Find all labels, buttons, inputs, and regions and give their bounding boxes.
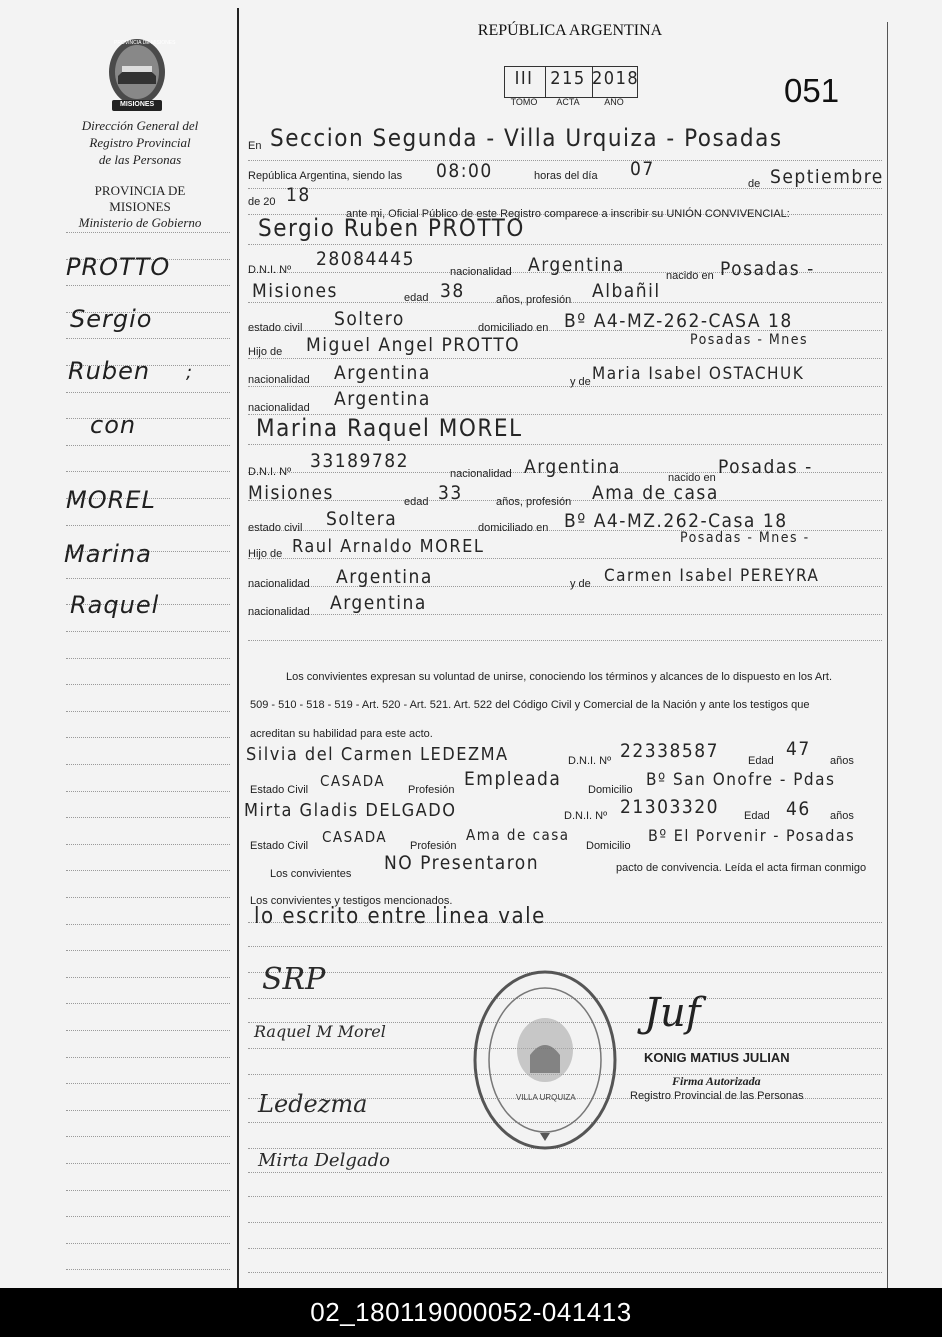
page-number: 051 xyxy=(784,72,840,109)
left-ruled-line xyxy=(66,392,230,393)
witness2-profession: Ama de casa xyxy=(466,826,570,844)
person1-address: Bº A4-MZ-262-CASA 18 xyxy=(564,310,793,332)
person1-dni: 28084445 xyxy=(316,248,415,270)
pact-prefix: Los convivientes xyxy=(270,868,352,880)
office-line-3: de las Personas xyxy=(98,152,182,167)
official-stamp xyxy=(470,965,620,1155)
left-ruled-line xyxy=(66,1243,230,1244)
person1-age: 38 xyxy=(440,280,465,302)
person2-mother-nac-label: nacionalidad xyxy=(248,606,310,618)
office-line-1: Dirección General del xyxy=(81,118,199,133)
registration-day: 07 xyxy=(630,158,655,180)
office-line-2: Registro Provincial xyxy=(89,135,191,150)
tomo-value: III xyxy=(514,68,534,89)
witness1-profession: Empleada xyxy=(464,768,562,790)
seal-top-text: PROVINCIA DE MISIONES xyxy=(114,40,176,46)
person2-father-nationality: Argentina xyxy=(336,566,433,588)
signature-2: Raquel M Morel xyxy=(254,1022,386,1041)
hours-label: horas del día xyxy=(534,170,598,182)
right-ruled-line xyxy=(248,1172,882,1173)
republic-label: República Argentina, siendo las xyxy=(248,170,403,182)
witness2-prof-label: Profesión xyxy=(410,840,457,852)
left-ruled-line xyxy=(66,870,230,871)
province-line-1: PROVINCIA DE xyxy=(94,183,186,198)
right-ruled-line xyxy=(248,640,882,641)
witness2-age: 46 xyxy=(786,798,811,820)
acta-value: 215 xyxy=(550,68,586,89)
left-ruled-line xyxy=(66,1083,230,1084)
person1-profession: Albañil xyxy=(592,280,661,302)
left-ruled-line xyxy=(66,844,230,845)
right-ruled-line xyxy=(248,244,882,245)
right-ruled-line xyxy=(248,614,882,615)
left-ruled-line xyxy=(66,445,230,446)
registration-year: 18 xyxy=(286,184,311,206)
margin-con: con xyxy=(90,411,137,439)
en-label: En xyxy=(248,140,262,152)
person2-dni: 33189782 xyxy=(310,450,409,472)
seal-bottom-text: MISIONES xyxy=(120,101,155,108)
person2-address-label: domiciliado en xyxy=(478,522,549,534)
statement-line-1: Los convivientes expresan su voluntad de unirse, conociendo los términos y alcances de lo dispuesto en los Art. xyxy=(286,671,833,683)
left-ruled-line xyxy=(66,764,230,765)
person2-nationality: Argentina xyxy=(524,456,621,478)
person2-full-name: Marina Raquel MOREL xyxy=(256,414,523,442)
registration-place: Seccion Segunda - Villa Urquiza - Posadas xyxy=(270,124,783,152)
person1-mother-nac-label: nacionalidad xyxy=(248,402,310,414)
witness1-dni-label: D.N.I. Nº xyxy=(568,755,612,767)
province-line-2: MISIONES xyxy=(109,199,171,214)
anio-label: AÑO xyxy=(604,97,624,107)
right-ruled-line xyxy=(248,358,882,359)
left-margin-rule xyxy=(237,8,239,1288)
person2-address: Bº A4-MZ.262-Casa 18 xyxy=(564,510,788,532)
pact-value: NO Presentaron xyxy=(384,852,540,874)
person1-mother: Maria Isabel OSTACHUK xyxy=(592,364,805,384)
person2-father-label: Hijo de xyxy=(248,548,283,560)
person2-address-2: Posadas - Mnes - xyxy=(680,530,810,546)
country-title: REPÚBLICA ARGENTINA xyxy=(477,22,663,39)
witness1-civil-status: CASADA xyxy=(320,772,386,790)
person2-father: Raul Arnaldo MOREL xyxy=(292,536,485,557)
witness1-age-label: Edad xyxy=(748,755,774,767)
left-ruled-line xyxy=(66,684,230,685)
left-ruled-line xyxy=(66,924,230,925)
person2-born-place-2: Misiones xyxy=(248,482,334,504)
witness2-dni: 21303320 xyxy=(620,796,719,818)
acta-label: ACTA xyxy=(556,97,580,107)
left-ruled-line xyxy=(66,1190,230,1191)
anio-value: 2018 xyxy=(592,68,640,89)
person1-civil-label: estado civil xyxy=(248,322,303,334)
person2-mother-nationality: Argentina xyxy=(330,592,427,614)
person1-civil-status: Soltero xyxy=(334,308,405,330)
witness1-dni: 22338587 xyxy=(620,740,719,762)
person1-father-label: Hijo de xyxy=(248,346,283,358)
person2-mother: Carmen Isabel PEREYRA xyxy=(604,566,820,586)
pact-line-2: Los convivientes y testigos mencionados. xyxy=(250,895,453,907)
province-seal xyxy=(106,36,176,114)
left-ruled-line xyxy=(66,1136,230,1137)
right-ruled-line xyxy=(248,1222,882,1223)
left-ruled-line xyxy=(66,1216,230,1217)
left-ruled-line xyxy=(66,471,230,472)
year-prefix: de 20 xyxy=(248,196,276,208)
right-ruled-line xyxy=(248,1196,882,1197)
witness2-dni-label: D.N.I. Nº xyxy=(564,810,608,822)
person1-dni-label: D.N.I. Nº xyxy=(248,264,292,276)
witness2-address-label: Domicilio xyxy=(586,840,631,852)
month-de-label: de xyxy=(748,178,761,190)
person2-father-nac-label: nacionalidad xyxy=(248,578,310,590)
person2-prof-label: años, profesión xyxy=(496,496,572,508)
margin-name-first: Sergio xyxy=(70,305,153,333)
official-name: KONIG MATIUS JULIAN xyxy=(644,1050,790,1065)
witness2-civil-label: Estado Civil xyxy=(250,840,309,852)
person1-age-label: edad xyxy=(404,292,429,304)
left-ruled-line xyxy=(66,1110,230,1111)
right-ruled-line xyxy=(248,946,882,947)
left-ruled-line xyxy=(66,897,230,898)
right-ruled-line xyxy=(248,558,882,559)
person2-y-de-label: y de xyxy=(570,578,591,590)
witness1-name: Silvia del Carmen LEDEZMA xyxy=(246,744,509,765)
left-ruled-line xyxy=(66,1057,230,1058)
person1-born-place-2: Misiones xyxy=(252,280,338,302)
margin-mark: ; xyxy=(186,362,194,383)
witness2-address: Bº El Porvenir - Posadas xyxy=(648,826,856,845)
left-ruled-line xyxy=(66,817,230,818)
document-footer-code: 02_180119000052-041413 xyxy=(0,1288,942,1337)
signature-1: SRP xyxy=(262,962,326,997)
witness2-name: Mirta Gladis DELGADO xyxy=(244,800,457,821)
right-ruled-line xyxy=(248,1272,882,1273)
right-ruled-line xyxy=(248,386,882,387)
margin-name-first-2: Marina xyxy=(64,540,152,568)
witness1-civil-label: Estado Civil xyxy=(250,784,309,796)
margin-name-second: Ruben xyxy=(68,357,151,385)
person2-dni-label: D.N.I. Nº xyxy=(248,466,292,478)
witness1-age: 47 xyxy=(786,738,811,760)
left-ruled-line xyxy=(66,285,230,286)
tomo-label: TOMO xyxy=(510,97,538,107)
right-ruled-line xyxy=(248,444,882,445)
round-stamp-icon xyxy=(470,965,620,1155)
person1-address-2: Posadas - Mnes xyxy=(690,332,809,348)
officer-text: ante mi, Oficial Público de este Registro comparece a inscribir su UNIÓN CONVIVENCIAL: xyxy=(346,208,790,220)
official-office: Registro Provincial de las Personas xyxy=(630,1090,804,1102)
official-title: Firma Autorizada xyxy=(672,1074,761,1088)
witness1-prof-label: Profesión xyxy=(408,784,455,796)
person2-profession: Ama de casa xyxy=(592,482,719,504)
witness2-anos-label: años xyxy=(830,810,854,822)
left-ruled-line xyxy=(66,711,230,712)
left-ruled-line xyxy=(66,791,230,792)
pact-suffix: pacto de convivencia. Leída el acta firman conmigo xyxy=(616,862,867,874)
person2-born-place: Posadas - xyxy=(718,456,813,478)
margin-name-surname: PROTTO xyxy=(66,253,171,281)
person1-prof-label: años, profesión xyxy=(496,294,572,306)
person2-nac-label: nacionalidad xyxy=(450,468,512,480)
margin-name-surname-2: MOREL xyxy=(66,486,156,514)
left-ruled-line xyxy=(66,977,230,978)
signature-4: Mirta Delgado xyxy=(258,1150,390,1171)
left-ruled-line xyxy=(66,578,230,579)
person1-born-place: Posadas - xyxy=(720,258,815,280)
margin-note: lo escrito entre linea vale xyxy=(254,904,546,929)
ministry-line: Ministerio de Gobierno xyxy=(78,215,202,230)
person2-age: 33 xyxy=(438,482,463,504)
person2-born-label: nacido en xyxy=(668,472,716,484)
witness2-civil-status: CASADA xyxy=(322,828,388,846)
right-ruled-line xyxy=(248,188,882,189)
person2-civil-label: estado civil xyxy=(248,522,303,534)
person1-father-nationality: Argentina xyxy=(334,362,431,384)
person1-born-label: nacido en xyxy=(666,270,714,282)
witness1-address-label: Domicilio xyxy=(588,784,633,796)
left-ruled-line xyxy=(66,1030,230,1031)
person2-age-label: edad xyxy=(404,496,429,508)
official-signature: Juf xyxy=(644,990,701,1036)
person1-nationality: Argentina xyxy=(528,254,625,276)
left-ruled-line xyxy=(66,631,230,632)
left-ruled-line xyxy=(66,658,230,659)
witness2-age-label: Edad xyxy=(744,810,770,822)
left-ruled-line xyxy=(66,1269,230,1270)
signature-3: Ledezma xyxy=(258,1090,368,1118)
witness1-anos-label: años xyxy=(830,755,854,767)
right-margin-rule xyxy=(887,22,888,1288)
person1-father: Miguel Angel PROTTO xyxy=(306,334,521,356)
stamp-inner-text: VILLA URQUIZA xyxy=(516,1093,576,1102)
right-ruled-line xyxy=(248,1248,882,1249)
right-ruled-line xyxy=(248,160,882,161)
left-ruled-line xyxy=(66,950,230,951)
person1-nac-label: nacionalidad xyxy=(450,266,512,278)
person1-full-name: Sergio Ruben PROTTO xyxy=(258,214,525,242)
person1-mother-nationality: Argentina xyxy=(334,388,431,410)
person1-y-de-label: y de xyxy=(570,376,591,388)
statement-line-3: acreditan su habilidad para este acto. xyxy=(250,728,433,740)
left-ruled-line xyxy=(66,1003,230,1004)
person1-address-label: domiciliado en xyxy=(478,322,549,334)
left-ruled-line xyxy=(66,525,230,526)
left-ruled-line xyxy=(66,338,230,339)
person1-father-nac-label: nacionalidad xyxy=(248,374,310,386)
left-ruled-line xyxy=(66,1163,230,1164)
margin-name-second-2: Raquel xyxy=(70,591,160,619)
registration-month: Septiembre xyxy=(770,166,884,188)
statement-line-2: 509 - 510 - 518 - 519 - Art. 520 - Art. 521. Art. 522 del Código Civil y Comercial de la Nación y ante los testigos que xyxy=(250,699,810,711)
registration-time: 08:00 xyxy=(436,160,493,182)
person2-civil-status: Soltera xyxy=(326,508,398,530)
witness1-address: Bº San Onofre - Pdas xyxy=(646,770,836,790)
left-ruled-line xyxy=(66,737,230,738)
left-ruled-line xyxy=(66,232,230,233)
